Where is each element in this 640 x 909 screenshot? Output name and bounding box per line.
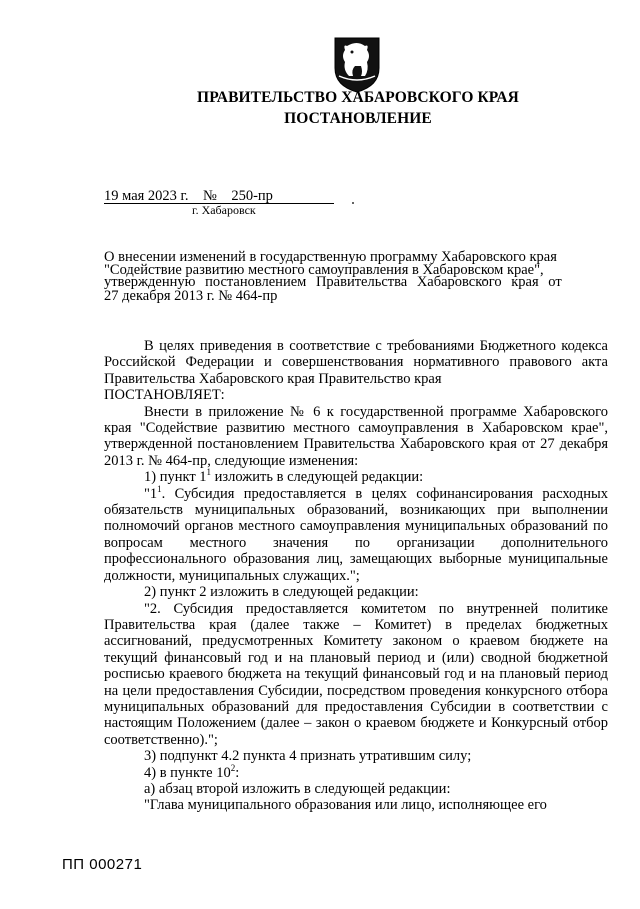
item-2-text-paragraph: "2. Субсидия предоставляется комитетом по внутренней политике Правительства края (далее также – Комитет) в пределах бюджетных ассигнований, предусмотренных Комитету законом о краевом бюджете на текущий финансовый год и на плановый период и (или) сводной бюджетной росписью краевого бюджета на текущий финансовый год и на плановый период на цели предоставления Субсидии, посредством проведения конкурсного отбора муниципальных образований для предоставления Субсидии в соответствии с настоящим Положением (далее – закон о краевом бюджете и Конкурсный отбор соответственно).";	[104, 600, 608, 748]
title-line: "Содействие развитию местного самоуправления в Хабаровском крае",	[104, 262, 544, 278]
title-line: О внесении изменений в государственную программу Хабаровского края	[104, 249, 557, 265]
subitem-a-paragraph: а) абзац второй изложить в следующей редакции:	[144, 780, 451, 797]
date-number-line: 19 мая 2023 г. № 250-пр	[104, 188, 273, 204]
city-label: г. Хабаровск	[192, 203, 256, 217]
item-3-paragraph: 3) подпункт 4.2 пункта 4 признать утратившим силу;	[144, 748, 472, 765]
document-body	[104, 338, 608, 814]
organization-heading: ПРАВИТЕЛЬСТВО ХАБАРОВСКОГО КРАЯ	[197, 89, 519, 106]
preamble-paragraph: В целях приведения в соответствие с требованиями Бюджетного кодекса Российской Федерации и совершенствования нормативного правового акта Правительства Хабаровского края Правительство края	[104, 338, 608, 387]
resolves-heading: ПОСТАНОВЛЯЕТ:	[104, 387, 225, 404]
item-1-paragraph: 1) пункт $1^1$ изложить в следующей редакции:	[144, 467, 424, 486]
item-4-paragraph: 4) в пункте $10^2$:	[144, 762, 240, 781]
item-1-text-paragraph: "$1^1$. Субсидия предоставляется в целях софинансирования расходных обязательств муниципальных образований, возникающих при выполнении полномочий органов местного самоуправления муниципальных образований по вопросам местного значения по организации дополнительного профессионального образования лиц, замещающих выборные муниципальные должности, муниципальных служащих.";	[104, 483, 608, 584]
document-type-heading: ПОСТАНОВЛЕНИЕ	[284, 110, 432, 127]
continued-paragraph: "Глава муниципального образования или лицо, исполняющее его	[144, 797, 547, 814]
scan-speck	[352, 202, 354, 204]
footer-code: ПП 000271	[62, 856, 143, 873]
coat-of-arms-emblem	[331, 32, 383, 94]
title-line: 27 декабря 2013 г. № 464-пр	[104, 288, 278, 304]
item-2-paragraph: 2) пункт 2 изложить в следующей редакции:	[144, 584, 419, 601]
amendment-intro-paragraph: Внести в приложение № 6 к государственной программе Хабаровского края "Содействие развитию местного самоуправления в Хабаровском крае", утвержденной постановлением Правительства Хабаровского края от 27 декабря 2013 г. № 464-пр, следующие изменения:	[104, 403, 608, 469]
title-line: утвержденную постановлением Правительства Хабаровского края от	[104, 274, 562, 290]
